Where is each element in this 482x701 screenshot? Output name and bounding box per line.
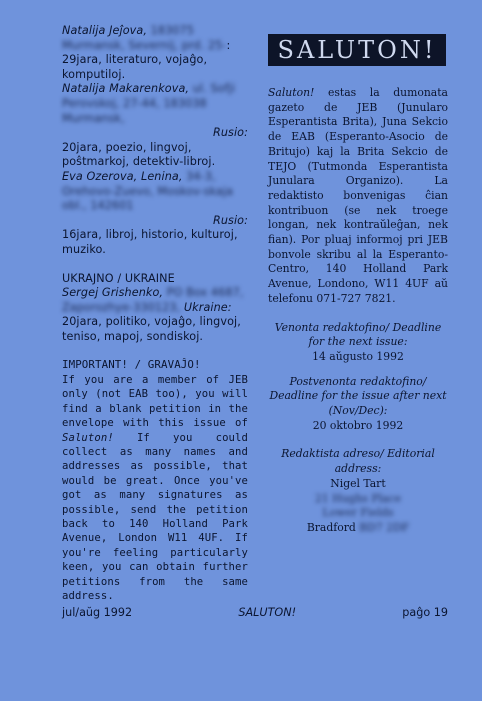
important-text-2: If you could collect as many names and addresses as possible, that would be great. Once you've got as many signatures as possible, send the petition back to 140 Holland Park Avenue, London W11 4UF. If you're feeling particularly keen, you can obtain further petitions from the same address.	[62, 431, 248, 602]
section-heading-ukraine: UKRAJNO / UKRAINE	[62, 271, 175, 285]
redacted-address: 25-	[207, 38, 227, 52]
penpal-country: Rusio:	[212, 213, 248, 227]
important-notice	[62, 358, 248, 603]
page-footer	[62, 606, 448, 619]
intro-paragraph	[268, 86, 448, 307]
intro-text: estas la dumonata gazeto de JEB (Junularo Esperantista Brita), Juna Sekcio de EAB (Esperanto-Asocio de Britujo) kaj la Brita Sekcio de TEJO (Tutmonda Esperantista Junulara Organizo). La redaktisto bonvenigas ĉian kontribuon (se nek troege longan, nek kontraŭleĝan, nek fian). Por pluaj informoj pri JEB bonvole skribu al la Esperanto-Centro, 140 Holland Park Avenue, Londono, W11 4UF aŭ telefonu 071-727 7821.	[268, 86, 448, 305]
important-heading: IMPORTANT! / GRAVAĴO!	[62, 358, 201, 372]
penpal-entry-3	[62, 170, 248, 258]
editor-city: Bradford	[306, 520, 356, 534]
penpal-country: Ukraine:	[183, 300, 232, 314]
redacted-address: 21 Hughs Place	[315, 491, 401, 505]
penpal-name: Natalija Jeĵova,	[62, 24, 147, 37]
left-column	[62, 24, 248, 603]
penpal-entry-4	[62, 286, 248, 344]
redacted-postcode: BD7 2DF	[359, 520, 410, 534]
deadline-next-date: 14 aŭgusto 1992	[312, 349, 404, 363]
deadline-after-next-date: 20 oktobro 1992	[312, 418, 404, 432]
penpal-entry-2	[62, 82, 248, 170]
footer-date: jul/aŭg 1992	[62, 606, 133, 619]
saluton-logo: SALUTON!	[268, 34, 446, 66]
penpal-country: Rusio:	[212, 126, 248, 140]
deadline-next	[268, 321, 448, 365]
important-italic: Saluton!	[62, 431, 114, 444]
editor-name: Nigel Tart	[330, 476, 386, 490]
penpal-details: 16jara, libroj, historio, kulturoj, muziko.	[62, 228, 238, 256]
penpal-name: Eva Ozerova, Lenina,	[62, 169, 183, 183]
important-text: If you are a member of JEB only (not EAB too), you will find a blank petition in the envelope with this issue of	[62, 373, 248, 430]
right-column	[268, 34, 448, 536]
redacted-address: 183075 Murmansk, Severnij, prd.	[62, 24, 205, 52]
footer-title: SALUTON!	[238, 606, 297, 619]
redacted-address: PO Box 4687, Zaporozhye-330123,	[62, 286, 244, 314]
intro-italic: Saluton!	[268, 86, 315, 99]
penpal-details: 20jara, poezio, lingvoj, poŝtmarkoj, detektiv-libroj.	[62, 140, 216, 169]
penpal-name: Natalija Makarenkova,	[62, 82, 190, 96]
editorial-address-label: Redaktista adreso/ Editorial address:	[281, 447, 435, 476]
editorial-address	[268, 447, 448, 535]
penpal-details: 20jara, politiko, vojaĝo, lingvoj, teniso, mapoj, sondiskoj.	[62, 315, 241, 343]
penpal-name: Sergej Grishenko,	[62, 286, 164, 300]
deadline-next-label: Venonta redaktofino/ Deadline for the next issue:	[274, 320, 442, 349]
penpal-entry-1: Natalija Jeĵova, 183075 Murmansk, Severnij, prd. 25-: 29jara, literaturo, vojaĝo, komputiloj.	[62, 24, 231, 81]
penpal-details: 29jara, literaturo, vojaĝo, komputiloj.	[62, 53, 208, 81]
redacted-address: Lower Fields	[322, 506, 394, 520]
deadline-after-next-label: Postvenonta redaktofino/ Deadline for the issue after next (Nov/Dec):	[269, 374, 447, 418]
redacted-address: 34-3, Orehovo-Zuevo, Moskov-skaja obl., 142601	[62, 169, 234, 213]
deadline-after-next	[268, 375, 448, 434]
footer-page-number: paĝo 19	[402, 606, 448, 619]
redacted-address: ul. Sofji Perovskoj, 27-44, 183038 Murmansk,	[62, 82, 236, 125]
